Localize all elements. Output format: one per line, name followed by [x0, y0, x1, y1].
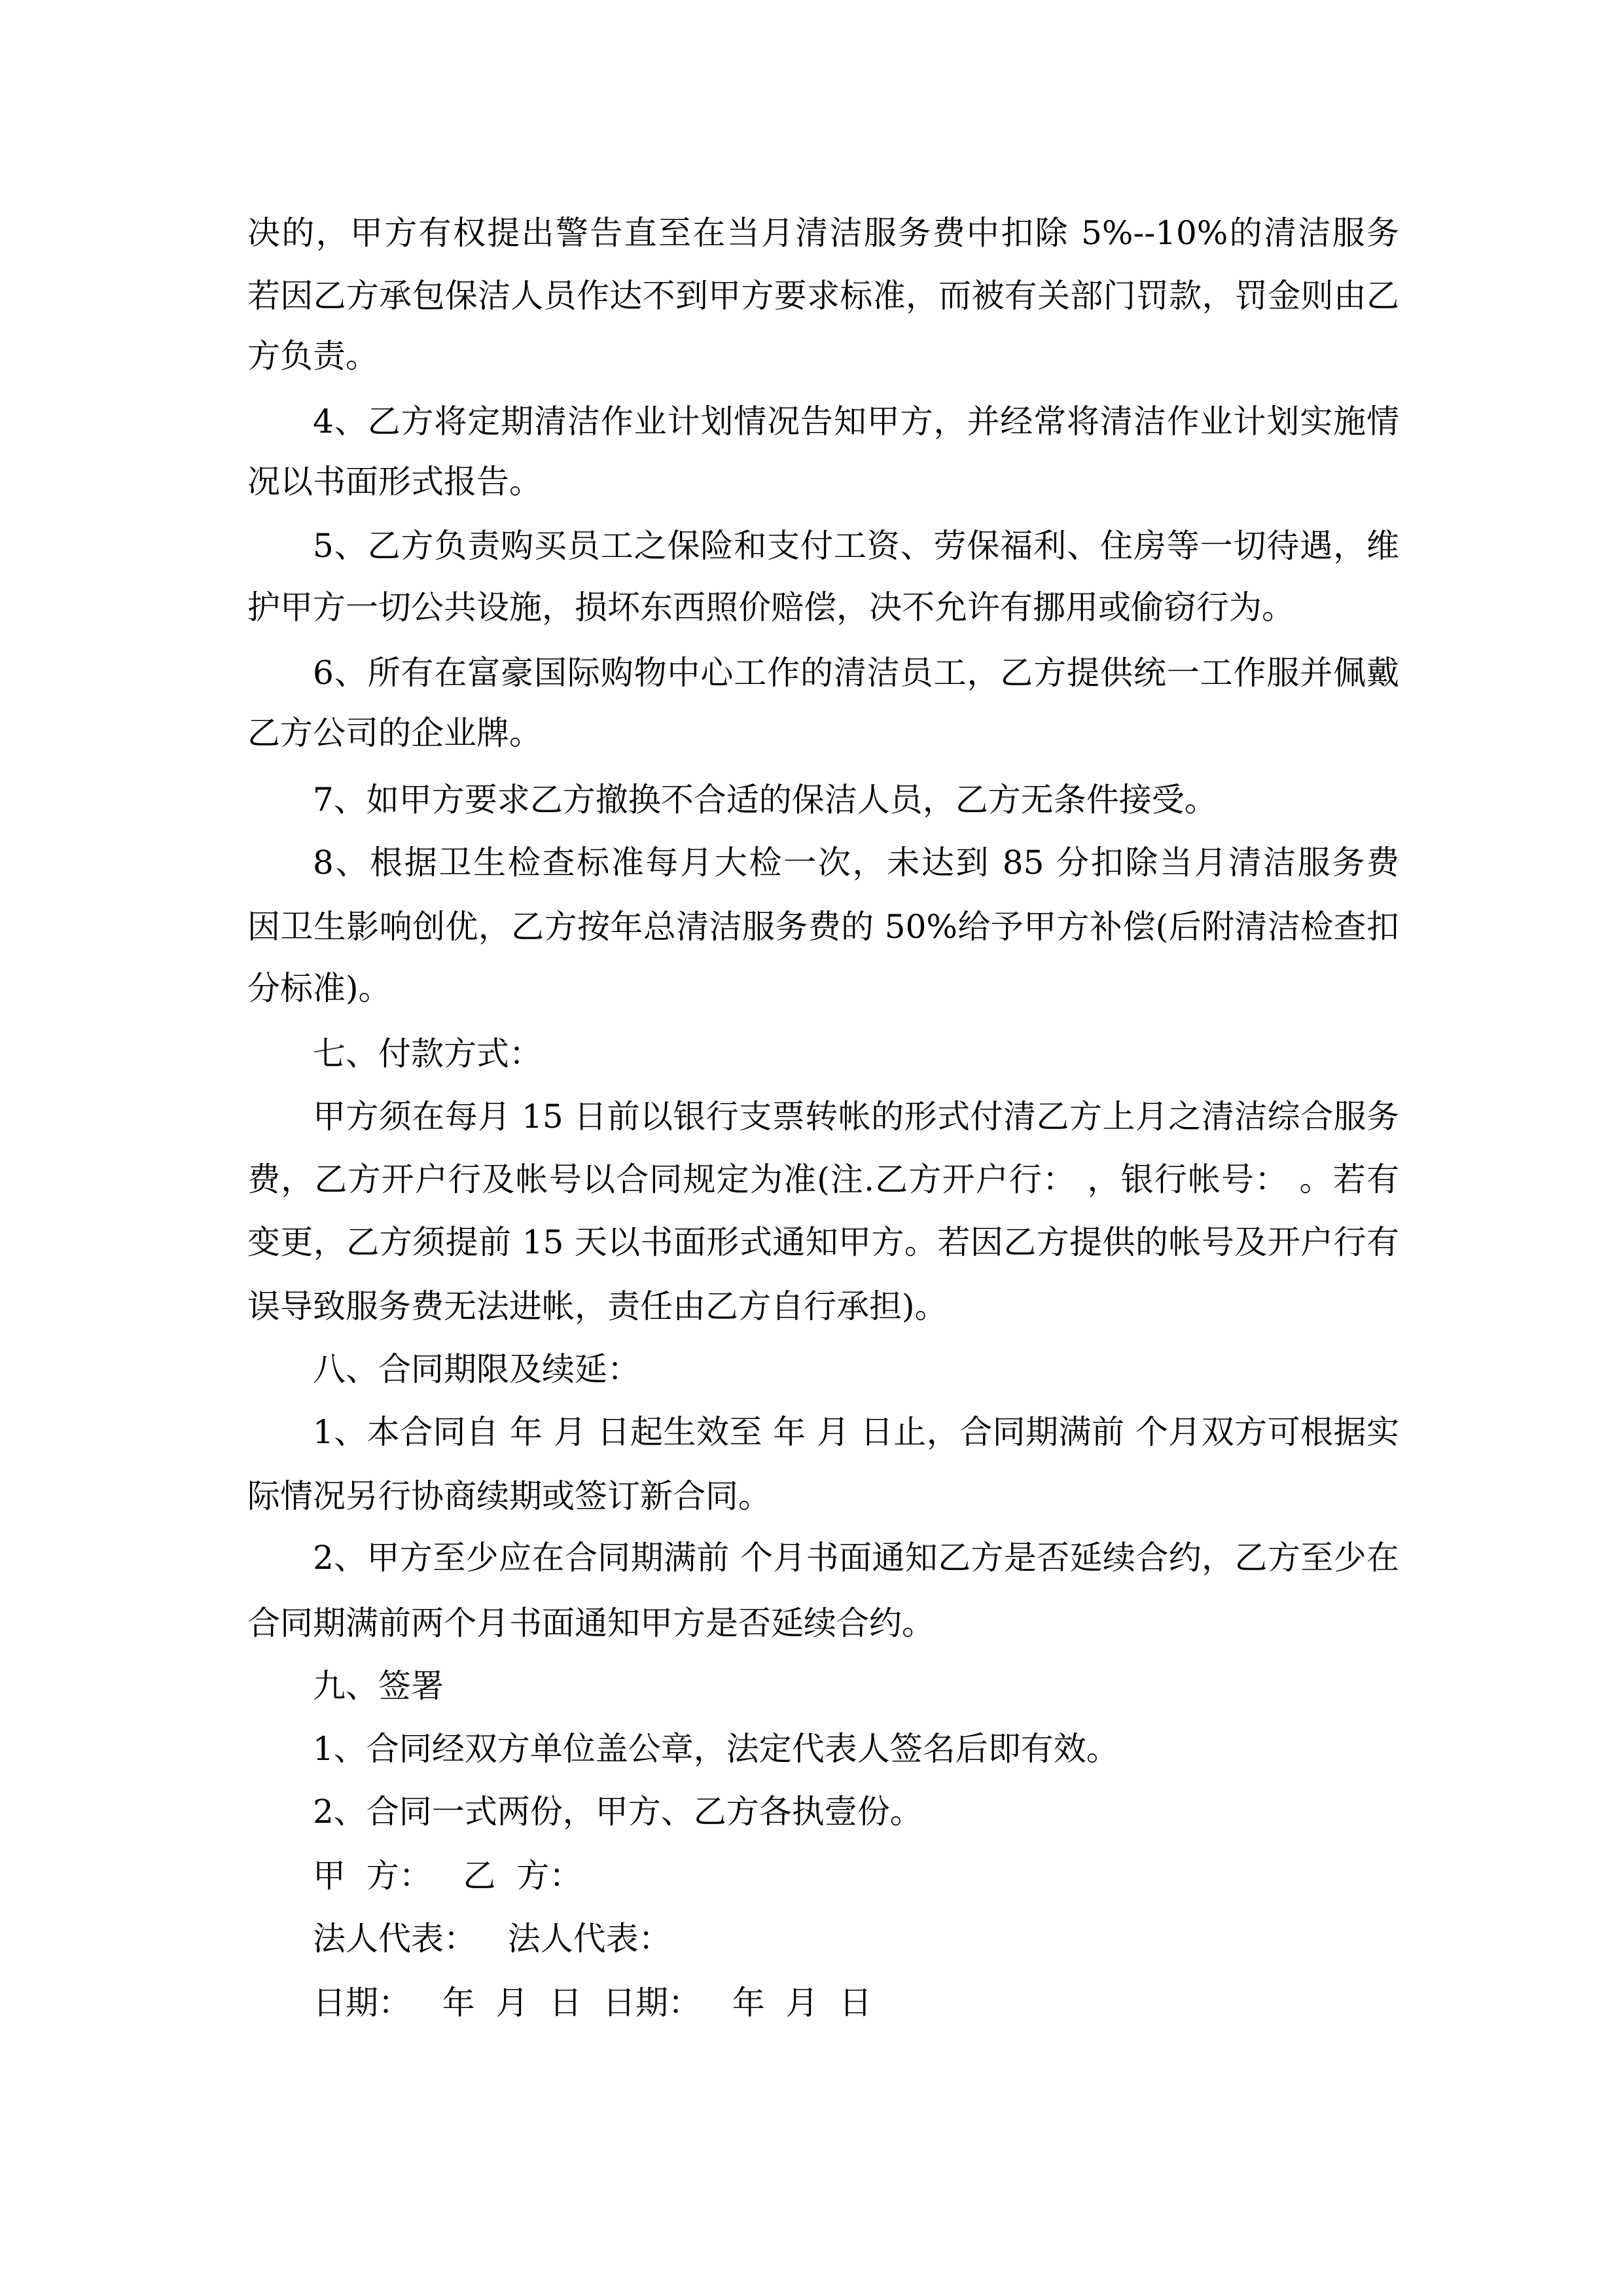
clause-4-line: 况以书面形式报告。 — [247, 463, 542, 501]
signing-clause-1: 1、合同经双方单位盖公章，法定代表人签名后即有效。 — [313, 1730, 1119, 1768]
paragraph-line: 若因乙方承包保洁人员作达不到甲方要求标准，而被有关部门罚款，罚金则由乙 — [247, 277, 1399, 315]
clause-6-line: 6、所有在富豪国际购物中心工作的清洁员工，乙方提供统一工作服并佩戴 — [313, 654, 1399, 692]
section-heading-payment: 七、付款方式： — [313, 1035, 542, 1073]
clause-5-line: 5、乙方负责购买员工之保险和支付工资、劳保福利、住房等一切待遇，维 — [313, 527, 1399, 565]
term-clause-2-line: 合同期满前两个月书面通知甲方是否延续合约。 — [247, 1604, 935, 1642]
clause-8-line: 因卫生影响创优，乙方按年总清洁服务费的 50%给予甲方补偿(后附清洁检查扣 — [247, 908, 1399, 946]
payment-line: 变更，乙方须提前 15 天以书面形式通知甲方。若因乙方提供的帐号及开户行有 — [247, 1223, 1399, 1261]
payment-line: 费，乙方开户行及帐号以合同规定为准(注.乙方开户行： ，银行帐号： 。若有 — [247, 1160, 1399, 1198]
paragraph-line: 决的，甲方有权提出警告直至在当月清洁服务费中扣除 5%--10%的清洁服务 — [247, 214, 1399, 252]
payment-line: 误导致服务费无法进帐，责任由乙方自行承担)。 — [247, 1287, 948, 1325]
section-heading-signing: 九、签署 — [313, 1667, 444, 1705]
clause-4-line: 4、乙方将定期清洁作业计划情况告知甲方，并经常将清洁作业计划实施情 — [313, 403, 1399, 440]
paragraph-line: 方负责。 — [247, 337, 378, 375]
payment-line: 甲方须在每月 15 日前以银行支票转帐的形式付清乙方上月之清洁综合服务 — [313, 1098, 1399, 1136]
signature-parties: 甲 方： 乙 方： — [313, 1857, 582, 1895]
term-clause-2-line: 2、甲方至少应在合同期满前 个月书面通知乙方是否延续合约，乙方至少在 — [313, 1539, 1399, 1577]
term-clause-1-line: 际情况另行协商续期或签订新合同。 — [247, 1477, 771, 1515]
signing-clause-2: 2、合同一式两份，甲方、乙方各执壹份。 — [313, 1793, 923, 1831]
section-heading-term: 八、合同期限及续延： — [313, 1350, 640, 1388]
clause-6-line: 乙方公司的企业牌。 — [247, 714, 542, 752]
clause-5-line: 护甲方一切公共设施，损坏东西照价赔偿，决不允许有挪用或偷窃行为。 — [247, 588, 1294, 626]
clause-8-line: 8、根据卫生检查标准每月大检一次，未达到 85 分扣除当月清洁服务费 — [313, 844, 1399, 882]
term-clause-1-line: 1、本合同自 年 月 日起生效至 年 月 日止，合同期满前 个月双方可根据实 — [313, 1413, 1399, 1451]
clause-8-line: 分标准)。 — [247, 969, 391, 1007]
signature-representatives: 法人代表： 法人代表： — [313, 1920, 671, 1958]
clause-7-line: 7、如甲方要求乙方撤换不合适的保洁人员，乙方无条件接受。 — [313, 781, 1217, 819]
signature-dates: 日期： 年 月 日 日期： 年 月 日 — [313, 1984, 872, 2022]
